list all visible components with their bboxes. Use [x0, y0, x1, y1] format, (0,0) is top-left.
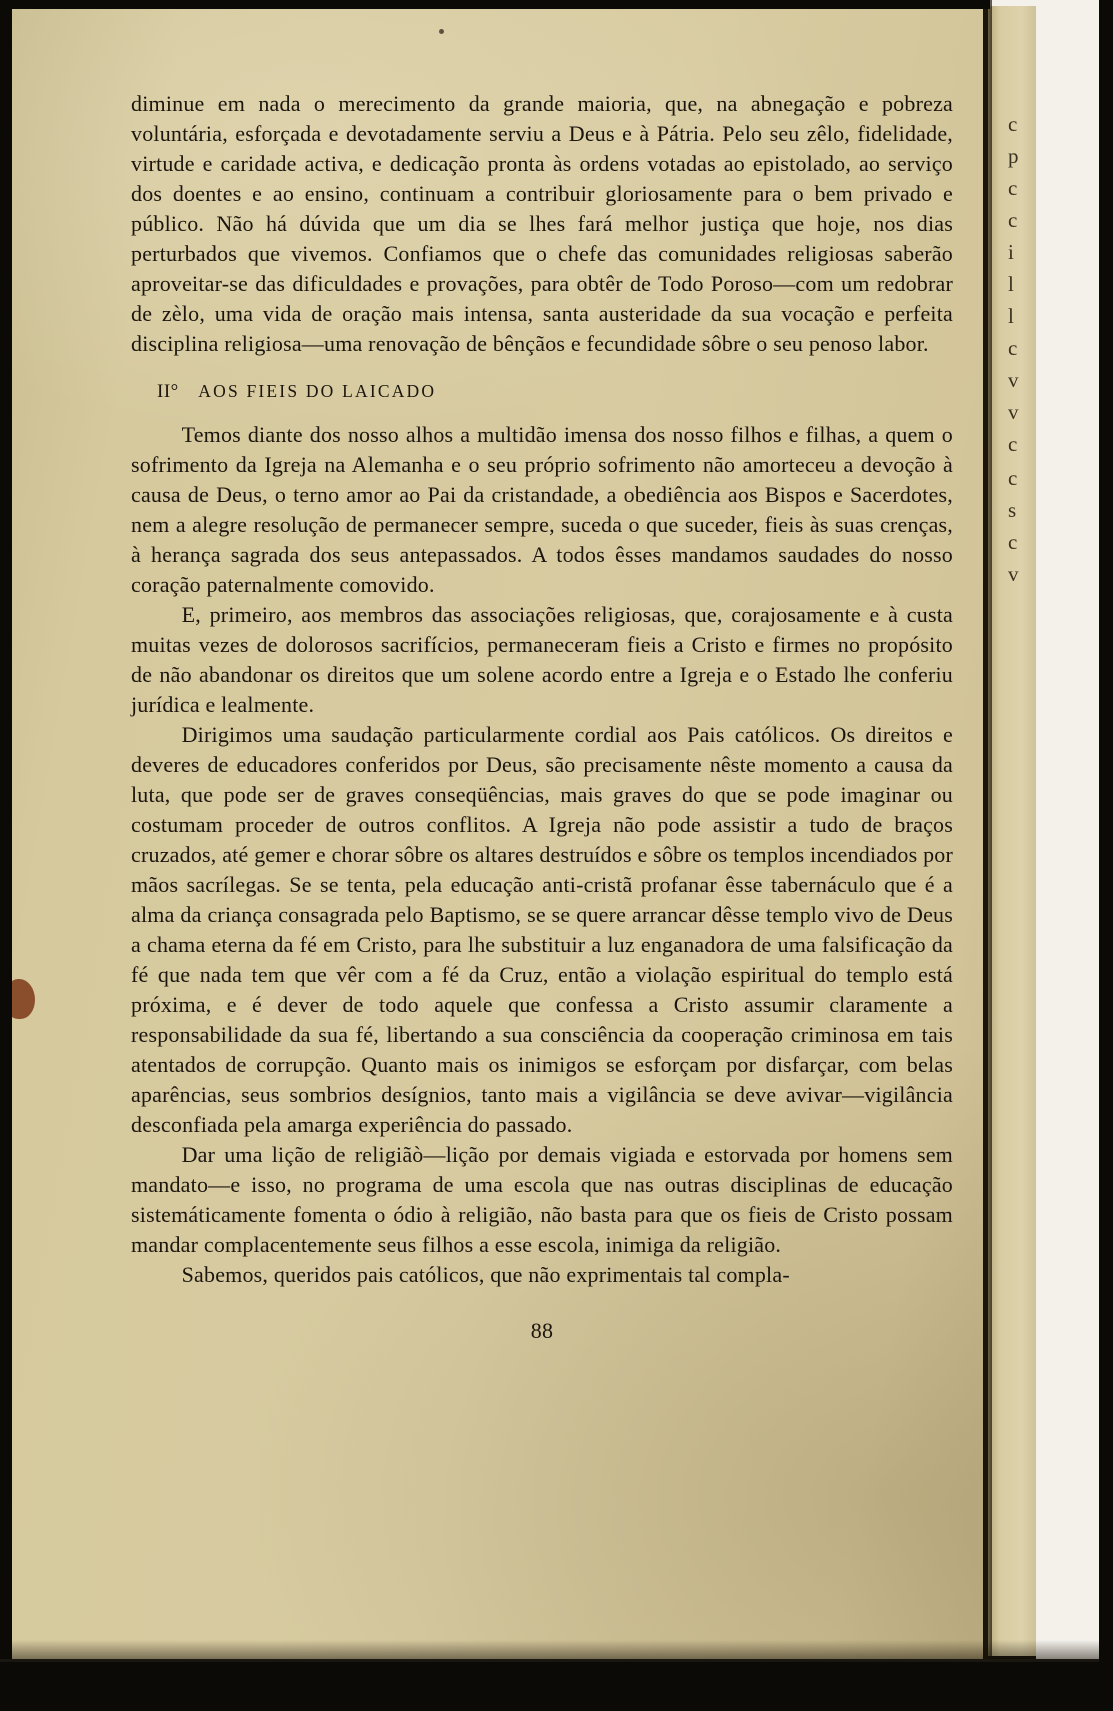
- edge-letter-fragment: l: [1008, 272, 1014, 296]
- paragraph: Temos diante dos nosso alhos a multidão imensa dos nosso filhos e filhas, a quem o sofrimento da Igreja na Alemanha e o seu próprio sofrimento não amorteceu a devoção à causa de Deus, o terno amor ao Pai da cristandade, a obediência aos Bispos e Sacerdotes, nem a alegre resolução de permanecer sempre, suceda o que suceder, fieis às suas crenças, à herança sagrada dos seus antepassados. A todos êsses mandamos saudades do nosso coração paternalmente comovido.: [131, 422, 953, 597]
- paragraph: Dar uma lição de religiãò—lição por demais vigiada e estorvada por homens sem mandato—e isso, no programa de uma escola que nas outras disciplinas de educação sistemáticamente fomenta o ódio à religião, não basta para que os fieis de Cristo possam mandar complacentemente seus filhos a esse escola, inimiga da religião.: [131, 1142, 953, 1257]
- paragraph: Sabemos, queridos pais católicos, que não exprimentais tal compla-: [181, 1262, 790, 1287]
- page-number: 88: [530, 1318, 554, 1343]
- facing-page-fragments: [988, 6, 1036, 1656]
- edge-letter-fragment: p: [1008, 144, 1019, 168]
- edge-letter-fragment: c: [1008, 176, 1018, 200]
- paragraph: E, primeiro, aos membros das associações religiosas, que, corajosamente e à custa muitas vezes de dolorosos sacrifícios, permaneceram fieis a Cristo e firmes no propósito de não abandonar os direitos que um solene acordo entre a Igreja e o Estado lhe conferiu jurídica e lealmente.: [131, 602, 953, 717]
- edge-letter-fragment: l: [1008, 304, 1014, 328]
- paragraph: Dirigimos uma saudação particularmente cordial aos Pais católicos. Os direitos e deveres de educadores conferidos por Deus, são precisamente nêste momento a causa da luta, que pode ser de graves conseqüências, mais graves do que se pode imaginar ou costumam proceder de outros conflitos. A Igreja não pode assistir a tudo de braços cruzados, até gemer e chorar sôbre os altares destruídos e sôbre os templos incendiados por mãos sacrílegas. Se se tenta, pela educação anti-cristã profanar êsse tabernáculo que é a alma da criança consagrada pelo Baptismo, se se quere arrancar dêsse templo vivo de Deus a chama eterna da fé em Cristo, para lhe substituir a luz enganadora de uma falsificação da fé que nada tem que vêr com a fé da Cruz, então a violação espiritual do templo está próxima, e é dever de todo aquele que confessa a Cristo assumir claramente a responsabilidade da sua fé, libertando a sua consciência da cooperação criminosa em tais atentados de corrupção. Quanto mais os inimigos se esforçam por disfarçar, com belas aparências, seus sombrios desígnios, tanto mais a vigilância se deve avivar—vigilância desconfiada pela amarga experiência do passado.: [131, 722, 953, 1137]
- edge-letter-fragment: v: [1008, 400, 1019, 424]
- section-numeral: II°: [157, 381, 179, 402]
- scan-edge-bottom: [0, 1659, 1113, 1711]
- edge-letter-fragment: i: [1008, 240, 1014, 264]
- edge-letter-fragment: c: [1008, 432, 1018, 456]
- ink-speck: [439, 29, 444, 34]
- edge-letter-fragment: v: [1008, 368, 1019, 392]
- edge-letter-fragment: v: [1008, 562, 1019, 586]
- book-page: [11, 7, 983, 1661]
- edge-letter-fragment: c: [1008, 466, 1018, 490]
- page-text: [131, 89, 953, 1346]
- edge-letter-fragment: s: [1008, 498, 1017, 522]
- edge-letter-fragment: c: [1008, 530, 1018, 554]
- facing-page-edge: [988, 6, 1036, 1656]
- section-title: AOS FIEIS DO LAICADO: [198, 381, 437, 401]
- edge-letter-fragment: c: [1008, 208, 1018, 232]
- paragraph-continuation: diminue em nada o merecimento da grande maioria, que, na abnegação e pobreza voluntária, esforçada e devotadamente serviu a Deus e à Pátria. Pelo seu zêlo, fidelidade, virtude e caridade activa, e dedicação pronta às ordens votadas ao epistolado, ao serviço dos doentes e ao ensino, continuam a contribuir gloriosamente para o bem privado e público. Não há dúvida que um dia se lhes fará melhor justiça que hoje, nos dias perturbados que vivemos. Confiamos que o chefe das comunidades religiosas saberão aproveitar-se das dificuldades e provações, para obtêr de Todo Poroso—com um redobrar de zèlo, uma vida de oração mais intensa, santa austeridade da sua vocação e perfeita disciplina religiosa—uma renovação de bênçãos e fecundidade sôbre o seu penoso labor.: [131, 91, 953, 356]
- scan-edge-right: [1099, 0, 1113, 1711]
- section-heading: [131, 376, 953, 407]
- edge-letter-fragment: c: [1008, 112, 1018, 136]
- edge-letter-fragment: c: [1008, 336, 1018, 360]
- scan-edge-top: [0, 0, 990, 9]
- scan-edge-left: [0, 0, 12, 1711]
